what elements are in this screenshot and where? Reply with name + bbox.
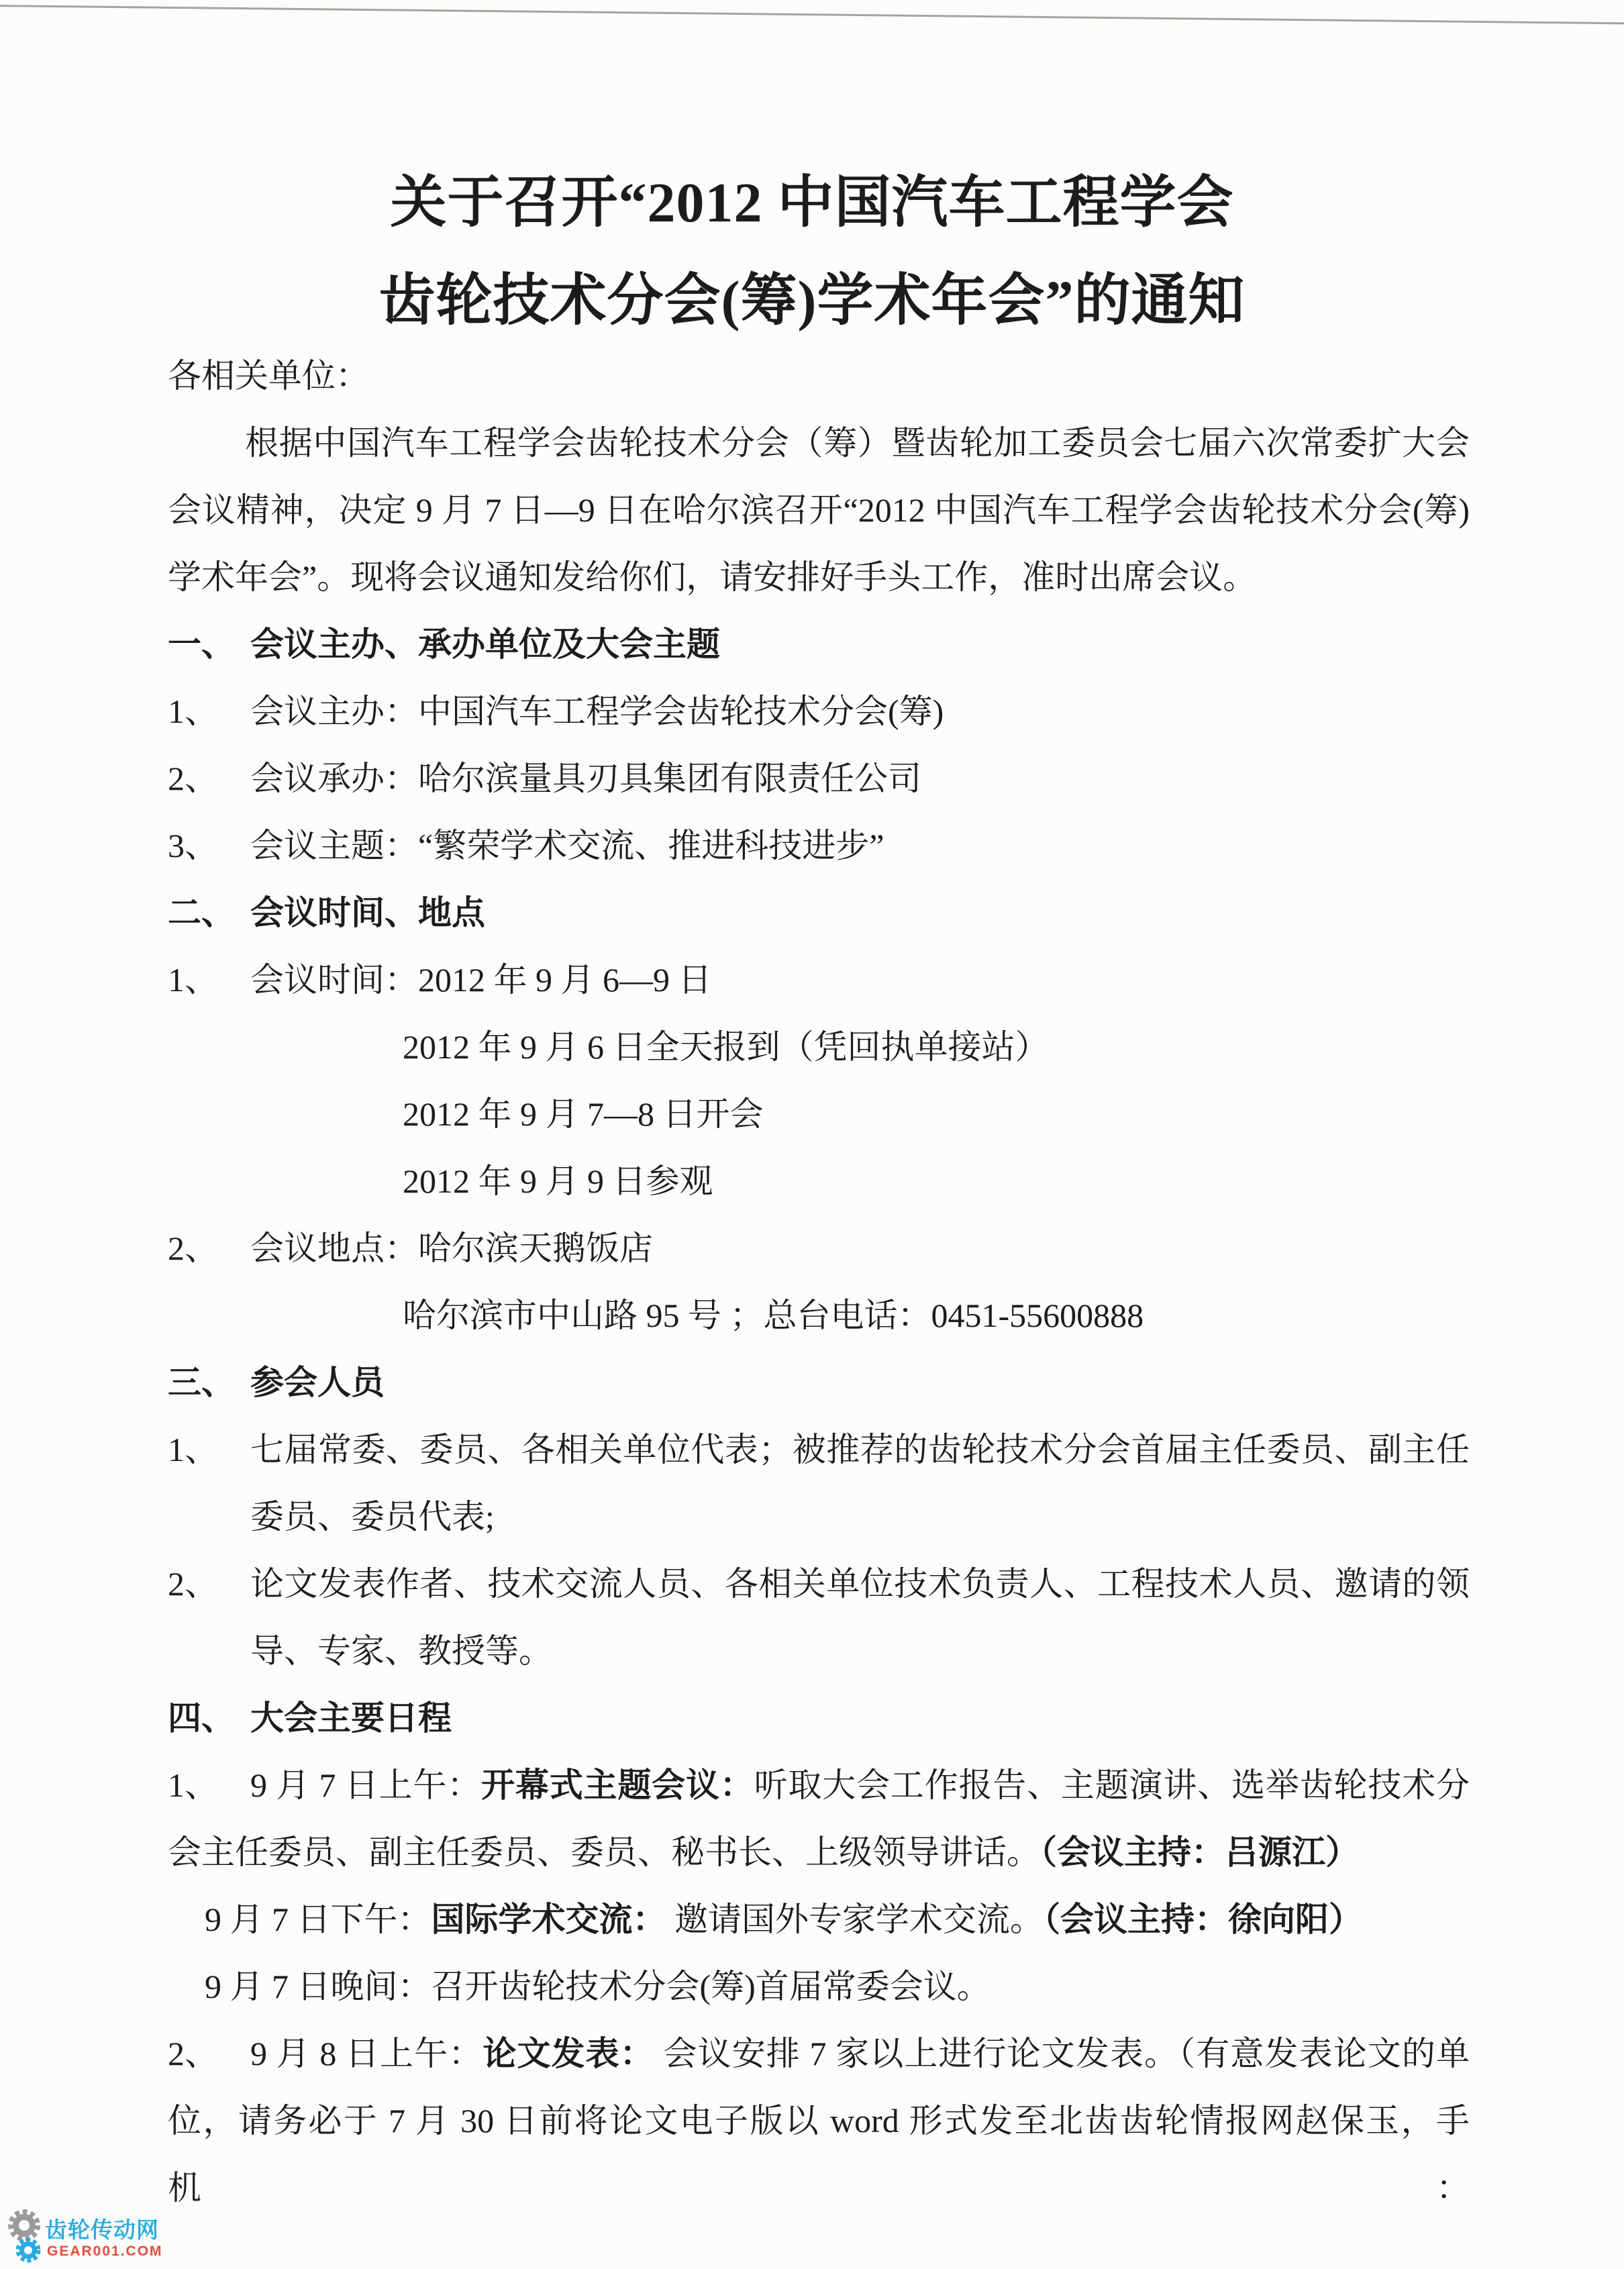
text-line	[168, 476, 1470, 544]
text-segment: 邀请国外专家学术交流。	[666, 1901, 1044, 1938]
text-line	[168, 1148, 1470, 1215]
document-body	[168, 342, 1470, 2207]
text-content	[250, 745, 1470, 812]
document-title-line1: 关于召开“2012 中国汽车工程学会	[390, 172, 1234, 234]
text-segment: 会议主题：“繁荣学术交流、推进科技进步”	[250, 827, 884, 864]
text-segment: 会主任委员、副主任委员、委员、秘书长、上级领导讲话。	[168, 1833, 1040, 1871]
watermark-site-name: 齿轮传动网	[45, 2217, 159, 2242]
list-number: 2、	[168, 760, 218, 797]
text-content	[250, 879, 1470, 946]
list-number: 1、	[168, 693, 218, 730]
list-number: 四、	[168, 1699, 235, 1737]
text-content	[168, 476, 1470, 544]
text-content	[250, 946, 1470, 1013]
text-segment: 9 月 8 日上午：	[250, 2035, 483, 2072]
text-segment: 各相关单位：	[168, 357, 369, 395]
text-line	[168, 946, 1470, 1013]
text-segment: 开幕式主题会议：	[481, 1766, 754, 1804]
list-number: 2、	[168, 2035, 218, 2072]
text-segment: 大会主要日程	[250, 1699, 452, 1737]
text-content	[250, 1752, 1470, 1819]
list-number: 3、	[168, 827, 218, 864]
text-line	[168, 678, 1470, 745]
text-content	[250, 1349, 1470, 1416]
list-number: 2、	[168, 1565, 218, 1603]
text-segment: 会议时间、地点	[250, 894, 485, 931]
text-content	[250, 1684, 1470, 1752]
text-segment: 学术年会”。现将会议通知发给你们，请安排好手头工作，准时出席会议。	[168, 558, 1257, 596]
text-content	[403, 1080, 1470, 1148]
text-line	[168, 745, 1470, 812]
text-content	[250, 1617, 1470, 1684]
text-segment: 位，请务必于 7 月 30 日前将论文电子版以 word 形式发至北齿齿轮情报网赵保玉，手机：	[168, 2102, 1470, 2207]
text-line	[168, 2020, 1470, 2087]
text-segment: （会议主持：吕源江）	[1040, 1833, 1359, 1871]
text-line	[168, 544, 1470, 611]
text-segment: 委员、委员代表;	[250, 1498, 495, 1535]
list-number: 二、	[168, 894, 235, 931]
text-content	[403, 1148, 1470, 1215]
text-line	[168, 1282, 1470, 1349]
list-number: 1、	[168, 1431, 218, 1468]
text-line	[168, 1215, 1470, 1282]
gear001-watermark	[7, 2208, 195, 2268]
text-segment: 论文发表：	[483, 2035, 654, 2072]
gear-gray-icon	[11, 2212, 38, 2239]
text-line	[168, 1013, 1470, 1080]
text-line	[168, 611, 1470, 678]
text-segment: 9 月 7 日上午：	[250, 1766, 482, 1804]
text-segment: 会议主办：中国汽车工程学会齿轮技术分会(筹)	[250, 693, 944, 730]
text-segment: 会议主办、承办单位及大会主题	[250, 625, 720, 663]
text-segment: （会议主持：徐向阳）	[1044, 1901, 1362, 1938]
text-content	[250, 1483, 1470, 1550]
text-line	[168, 1080, 1470, 1148]
text-segment: 七届常委、委员、各相关单位代表；被推荐的齿轮技术分会首届主任委员、副主任	[250, 1431, 1470, 1468]
text-segment: 国际学术交流：	[431, 1901, 666, 1938]
text-segment: 9 月 7 日晚间：召开齿轮技术分会(筹)首届常委会议。	[205, 1968, 991, 2005]
text-segment: 2012 年 9 月 9 日参观	[403, 1162, 713, 1200]
text-segment: 会议地点：哈尔滨天鹅饭店	[250, 1229, 653, 1267]
text-content	[250, 611, 1470, 678]
text-content	[168, 1819, 1470, 1886]
list-number: 2、	[168, 1229, 218, 1267]
text-line	[168, 1886, 1470, 1953]
text-segment: 导、专家、教授等。	[250, 1632, 552, 1670]
text-line	[168, 1550, 1470, 1617]
text-content	[250, 1215, 1470, 1282]
text-segment: 会议安排 7 家以上进行论文发表。（有意发表论文的单	[654, 2035, 1470, 2072]
text-segment: 论文发表作者、技术交流人员、各相关单位技术负责人、工程技术人员、邀请的领	[250, 1565, 1470, 1603]
text-line	[168, 1819, 1470, 1886]
text-segment: 会议时间：2012 年 9 月 6—9 日	[250, 961, 712, 999]
text-content	[168, 342, 1470, 409]
text-segment: 2012 年 9 月 6 日全天报到（凭回执单接站）	[403, 1028, 1049, 1066]
text-segment: 参会人员	[250, 1364, 385, 1401]
list-number: 一、	[168, 625, 235, 663]
text-content	[250, 1416, 1470, 1483]
watermark-site-url: GEAR001.COM	[47, 2243, 163, 2259]
text-segment: 会议承办：哈尔滨量具刃具集团有限责任公司	[250, 760, 921, 797]
text-content	[168, 409, 1470, 476]
text-content	[250, 1550, 1470, 1617]
list-number: 1、	[168, 1766, 218, 1804]
document-title-line2: 齿轮技术分会(筹)学术年会”的通知	[378, 270, 1246, 332]
text-content	[168, 2087, 1470, 2221]
text-content	[403, 1282, 1470, 1349]
text-line	[168, 1416, 1470, 1483]
text-line	[168, 409, 1470, 476]
text-content	[403, 1013, 1470, 1080]
text-line	[168, 1483, 1470, 1550]
gear-blue-icon	[18, 2240, 38, 2260]
text-content	[250, 812, 1470, 879]
text-line	[168, 812, 1470, 879]
text-content	[205, 1886, 1470, 1953]
text-content	[205, 1953, 1470, 2020]
text-segment: 哈尔滨市中山路 95 号 ；总台电话：0451-55600888	[403, 1297, 1144, 1334]
text-line	[168, 1349, 1470, 1416]
document-title	[0, 154, 1624, 350]
text-line	[168, 2087, 1470, 2207]
text-line	[168, 1953, 1470, 2020]
list-number: 1、	[168, 961, 218, 999]
scanner-edge-artifact	[0, 5, 1624, 25]
text-segment: 听取大会工作报告、主题演讲、选举齿轮技术分	[754, 1766, 1470, 1804]
text-content	[168, 544, 1470, 611]
text-segment: 9 月 7 日下午：	[205, 1901, 432, 1938]
text-segment: 2012 年 9 月 7—8 日开会	[403, 1095, 764, 1133]
text-line	[168, 1684, 1470, 1752]
text-segment: 根据中国汽车工程学会齿轮技术分会（筹）暨齿轮加工委员会七届六次常委扩大会	[245, 424, 1470, 462]
text-content	[250, 2020, 1470, 2087]
list-number: 三、	[168, 1364, 235, 1401]
text-segment: 会议精神，决定 9 月 7 日—9 日在哈尔滨召开“2012 中国汽车工程学会齿轮技术分会(筹)	[168, 491, 1470, 529]
text-line	[168, 1752, 1470, 1819]
text-line	[168, 879, 1470, 946]
text-line	[168, 342, 1470, 409]
text-line	[168, 1617, 1470, 1684]
text-content	[250, 678, 1470, 745]
